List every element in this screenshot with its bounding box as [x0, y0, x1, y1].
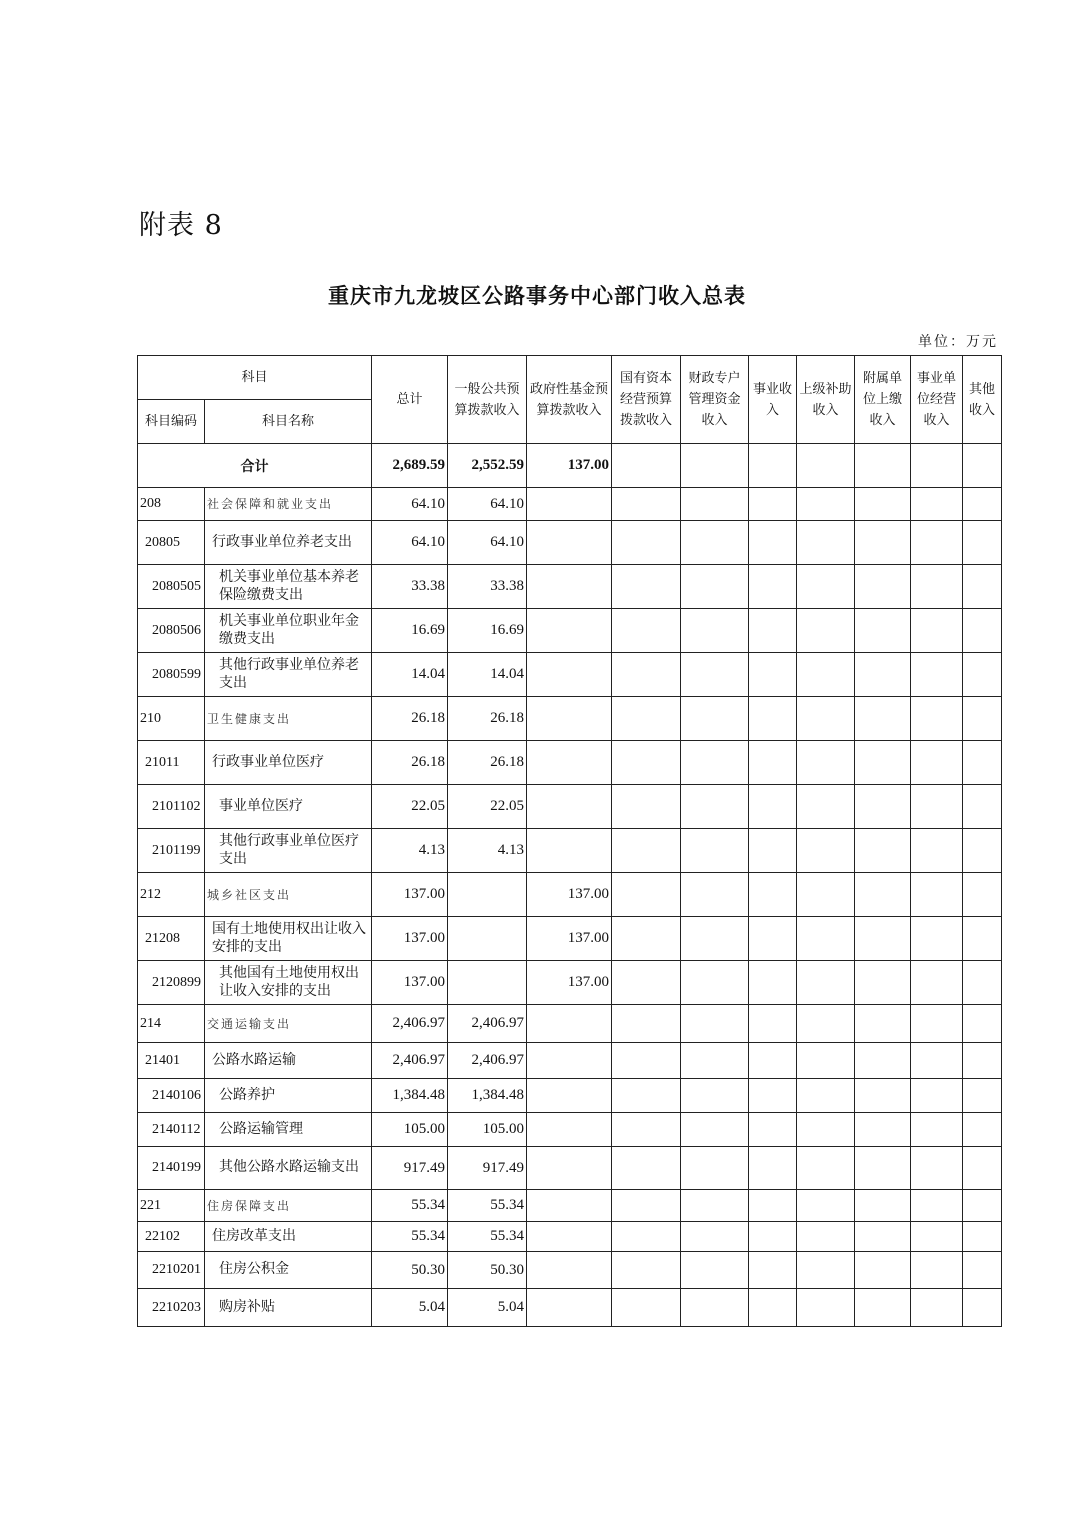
empty-cell: [911, 1079, 963, 1113]
empty-cell: [911, 697, 963, 741]
empty-cell: [855, 961, 911, 1005]
page-title: 重庆市九龙坡区公路事务中心部门收入总表: [328, 283, 746, 308]
cell-gov-fund: [527, 1289, 612, 1327]
cell-general: 1,384.48: [448, 1079, 527, 1113]
empty-cell: [749, 1222, 797, 1252]
subject-code: 2210203: [138, 1289, 205, 1327]
subject-code: 2210201: [138, 1252, 205, 1289]
subject-name: 机关事业单位职业年金缴费支出: [205, 609, 372, 653]
empty-cell: [963, 697, 1002, 741]
empty-cell: [963, 1147, 1002, 1190]
cell-gov-fund: [527, 565, 612, 609]
total-total: 2,689.59: [372, 444, 448, 488]
subject-name: 其他国有土地使用权出让收入安排的支出: [205, 961, 372, 1005]
total-label: 合计: [138, 444, 372, 488]
cell-general: 26.18: [448, 741, 527, 785]
subject-name: 公路运输管理: [205, 1113, 372, 1147]
empty-cell: [855, 609, 911, 653]
empty-cell: [963, 1252, 1002, 1289]
cell-general: 917.49: [448, 1147, 527, 1190]
empty-cell: [855, 785, 911, 829]
empty-cell: [963, 873, 1002, 917]
empty-cell: [911, 1252, 963, 1289]
cell-general: [448, 917, 527, 961]
subject-name: 社会保障和就业支出: [205, 488, 372, 521]
empty-cell: [963, 1043, 1002, 1079]
empty-cell: [963, 1289, 1002, 1327]
subject-code: 2120899: [138, 961, 205, 1005]
subject-name: 其他行政事业单位医疗支出: [205, 829, 372, 873]
empty-cell: [681, 1190, 749, 1222]
empty-cell: [612, 741, 681, 785]
empty-cell: [681, 873, 749, 917]
empty-cell: [681, 1252, 749, 1289]
cell-total: 14.04: [372, 653, 448, 697]
subject-code: 2140112: [138, 1113, 205, 1147]
cell-total: 2,406.97: [372, 1005, 448, 1043]
empty-cell: [963, 961, 1002, 1005]
cell-total: 22.05: [372, 785, 448, 829]
empty-cell: [797, 609, 855, 653]
subject-name: 住房改革支出: [205, 1222, 372, 1252]
empty-cell: [797, 961, 855, 1005]
subject-name: 公路水路运输: [205, 1043, 372, 1079]
empty-cell: [855, 1079, 911, 1113]
empty-cell: [963, 609, 1002, 653]
empty-cell: [963, 1113, 1002, 1147]
cell-general: 50.30: [448, 1252, 527, 1289]
subject-name: 行政事业单位养老支出: [205, 521, 372, 565]
cell-gov-fund: [527, 1252, 612, 1289]
cell-general: 55.34: [448, 1222, 527, 1252]
header-state-capital: 国有资本经营预算拨款收入: [612, 356, 681, 444]
empty-cell: [749, 653, 797, 697]
empty-cell: [612, 873, 681, 917]
subject-code: 2101102: [138, 785, 205, 829]
empty-cell: [911, 1113, 963, 1147]
cell-total: 105.00: [372, 1113, 448, 1147]
empty-cell: [911, 653, 963, 697]
subject-name: 事业单位医疗: [205, 785, 372, 829]
cell-gov-fund: [527, 697, 612, 741]
cell-gov-fund: [527, 1222, 612, 1252]
empty-cell: [963, 565, 1002, 609]
table-row: [138, 829, 1002, 873]
cell-gov-fund: [527, 785, 612, 829]
total-gov-fund: 137.00: [527, 444, 612, 488]
empty-cell: [963, 917, 1002, 961]
cell-gov-fund: [527, 488, 612, 521]
subject-name: 国有土地使用权出让收入安排的支出: [205, 917, 372, 961]
empty-cell: [612, 697, 681, 741]
cell-total: 917.49: [372, 1147, 448, 1190]
subject-name: 住房公积金: [205, 1252, 372, 1289]
empty-cell: [911, 565, 963, 609]
subject-name: 其他公路水路运输支出: [205, 1147, 372, 1190]
empty-cell: [681, 741, 749, 785]
cell-general: 105.00: [448, 1113, 527, 1147]
cell-general: [448, 873, 527, 917]
empty-cell: [797, 1222, 855, 1252]
empty-cell: [797, 521, 855, 565]
cell-total: 1,384.48: [372, 1079, 448, 1113]
cell-total: 137.00: [372, 873, 448, 917]
table-row: [138, 1147, 1002, 1190]
empty-cell: [612, 488, 681, 521]
empty-cell: [911, 1222, 963, 1252]
table-row: [138, 917, 1002, 961]
header-affiliated-income: 附属单位上缴收入: [855, 356, 911, 444]
empty-cell: [612, 917, 681, 961]
table-row: [138, 1222, 1002, 1252]
subject-name: 城乡社区支出: [205, 873, 372, 917]
cell-gov-fund: [527, 521, 612, 565]
empty-cell: [963, 521, 1002, 565]
empty-cell: [797, 653, 855, 697]
empty-cell: [749, 961, 797, 1005]
cell-gov-fund: 137.00: [527, 961, 612, 1005]
empty-cell: [855, 521, 911, 565]
empty-cell: [749, 1005, 797, 1043]
empty-cell: [963, 1005, 1002, 1043]
annex-label: 附表 8: [139, 210, 223, 241]
empty-cell: [612, 1190, 681, 1222]
empty-cell: [612, 1043, 681, 1079]
total-row: [138, 444, 1002, 488]
empty-cell: [749, 917, 797, 961]
cell-general: 14.04: [448, 653, 527, 697]
header-superior-subsidy: 上级补助收入: [797, 356, 855, 444]
empty-cell: [749, 1289, 797, 1327]
empty-cell: [797, 1190, 855, 1222]
empty-cell: [911, 961, 963, 1005]
total-general: 2,552.59: [448, 444, 527, 488]
empty-cell: [911, 1043, 963, 1079]
empty-cell: [681, 961, 749, 1005]
table-row: [138, 1289, 1002, 1327]
empty-cell: [797, 873, 855, 917]
subject-code: 2140106: [138, 1079, 205, 1113]
header-special-fund: 财政专户管理资金收入: [681, 356, 749, 444]
empty-cell: [911, 609, 963, 653]
empty-cell: [911, 1005, 963, 1043]
subject-name: 机关事业单位基本养老保险缴费支出: [205, 565, 372, 609]
subject-name: 其他行政事业单位养老支出: [205, 653, 372, 697]
empty-cell: [855, 917, 911, 961]
subject-code: 214: [138, 1005, 205, 1043]
table-row: [138, 785, 1002, 829]
empty-cell: [749, 741, 797, 785]
table-row: [138, 1079, 1002, 1113]
empty-cell: [855, 873, 911, 917]
cell-total: 137.00: [372, 961, 448, 1005]
empty-cell: [681, 653, 749, 697]
subject-code: 221: [138, 1190, 205, 1222]
table-row: [138, 741, 1002, 785]
cell-total: 26.18: [372, 697, 448, 741]
cell-general: 22.05: [448, 785, 527, 829]
empty-cell: [963, 1222, 1002, 1252]
empty-cell: [797, 1147, 855, 1190]
empty-cell: [911, 1147, 963, 1190]
empty-cell: [797, 1079, 855, 1113]
table-row: [138, 697, 1002, 741]
empty-cell: [911, 785, 963, 829]
table-row: [138, 1043, 1002, 1079]
cell-total: 5.04: [372, 1289, 448, 1327]
empty-cell: [681, 1289, 749, 1327]
empty-cell: [612, 521, 681, 565]
empty-cell: [681, 1043, 749, 1079]
subject-code: 22102: [138, 1222, 205, 1252]
empty-cell: [612, 785, 681, 829]
cell-gov-fund: [527, 1079, 612, 1113]
empty-cell: [749, 873, 797, 917]
cell-gov-fund: [527, 653, 612, 697]
empty-cell: [797, 917, 855, 961]
cell-total: 50.30: [372, 1252, 448, 1289]
empty-cell: [797, 1043, 855, 1079]
empty-cell: [855, 1147, 911, 1190]
empty-cell: [681, 917, 749, 961]
cell-total: 26.18: [372, 741, 448, 785]
empty-cell: [612, 1079, 681, 1113]
empty-cell: [612, 1289, 681, 1327]
empty-cell: [797, 1289, 855, 1327]
empty-cell: [855, 697, 911, 741]
subject-name: 交通运输支出: [205, 1005, 372, 1043]
cell-total: 2,406.97: [372, 1043, 448, 1079]
empty-cell: [963, 653, 1002, 697]
cell-general: 64.10: [448, 521, 527, 565]
header-subject-code: 科目编码: [138, 400, 205, 444]
empty-cell: [797, 1005, 855, 1043]
header-operating-income: 事业单位经营收入: [911, 356, 963, 444]
empty-cell: [963, 829, 1002, 873]
empty-cell: [681, 565, 749, 609]
table-row: [138, 1252, 1002, 1289]
empty-cell: [855, 488, 911, 521]
empty-cell: [797, 741, 855, 785]
cell-total: 64.10: [372, 488, 448, 521]
empty-cell: [963, 1079, 1002, 1113]
cell-total: 33.38: [372, 565, 448, 609]
empty-cell: [612, 1252, 681, 1289]
empty-cell: [681, 521, 749, 565]
cell-gov-fund: [527, 1005, 612, 1043]
empty-cell: [681, 488, 749, 521]
subject-code: 21011: [138, 741, 205, 785]
empty-cell: [749, 565, 797, 609]
subject-code: 208: [138, 488, 205, 521]
subject-code: 20805: [138, 521, 205, 565]
cell-total: 137.00: [372, 917, 448, 961]
empty-cell: [749, 609, 797, 653]
cell-gov-fund: [527, 609, 612, 653]
empty-cell: [612, 1005, 681, 1043]
empty-cell: [855, 1289, 911, 1327]
empty-cell: [681, 1113, 749, 1147]
cell-gov-fund: 137.00: [527, 873, 612, 917]
table-row: [138, 873, 1002, 917]
empty-cell: [612, 653, 681, 697]
empty-cell: [681, 1222, 749, 1252]
cell-total: 64.10: [372, 521, 448, 565]
cell-general: 55.34: [448, 1190, 527, 1222]
empty-cell: [855, 741, 911, 785]
empty-cell: [612, 961, 681, 1005]
cell-general: 5.04: [448, 1289, 527, 1327]
cell-gov-fund: [527, 741, 612, 785]
empty-cell: [797, 1252, 855, 1289]
cell-general: 26.18: [448, 697, 527, 741]
subject-name: 住房保障支出: [205, 1190, 372, 1222]
empty-cell: [681, 1005, 749, 1043]
unit-label: 单位：万元: [918, 334, 998, 350]
subject-code: 212: [138, 873, 205, 917]
empty-cell: [855, 653, 911, 697]
empty-cell: [797, 785, 855, 829]
empty-cell: [612, 1222, 681, 1252]
empty-cell: [911, 829, 963, 873]
cell-gov-fund: [527, 1190, 612, 1222]
table-row: [138, 1005, 1002, 1043]
table-row: [138, 565, 1002, 609]
income-table: [137, 355, 1002, 1327]
table-row: [138, 609, 1002, 653]
empty-cell: [797, 697, 855, 741]
cell-gov-fund: [527, 1043, 612, 1079]
header-total: 总计: [372, 356, 448, 444]
empty-cell: [749, 829, 797, 873]
empty-cell: [963, 741, 1002, 785]
cell-general: [448, 961, 527, 1005]
empty-cell: [855, 1043, 911, 1079]
empty-cell: [855, 1190, 911, 1222]
cell-general: 64.10: [448, 488, 527, 521]
empty-cell: [855, 1005, 911, 1043]
table-row: [138, 961, 1002, 1005]
empty-cell: [749, 1252, 797, 1289]
empty-cell: [749, 1079, 797, 1113]
cell-gov-fund: [527, 829, 612, 873]
empty-cell: [681, 1147, 749, 1190]
header-gov-fund: 政府性基金预算拨款收入: [527, 356, 612, 444]
empty-cell: [855, 1222, 911, 1252]
cell-total: 55.34: [372, 1190, 448, 1222]
cell-total: 55.34: [372, 1222, 448, 1252]
subject-code: 2101199: [138, 829, 205, 873]
empty-cell: [681, 785, 749, 829]
table-row: [138, 1113, 1002, 1147]
empty-cell: [749, 1190, 797, 1222]
empty-cell: [681, 697, 749, 741]
table-row: [138, 488, 1002, 521]
subject-name: 卫生健康支出: [205, 697, 372, 741]
subject-code: 2080506: [138, 609, 205, 653]
header-general-budget: 一般公共预算拨款收入: [448, 356, 527, 444]
subject-code: 21401: [138, 1043, 205, 1079]
empty-cell: [797, 488, 855, 521]
table-row: [138, 521, 1002, 565]
header-subject-name: 科目名称: [205, 400, 372, 444]
cell-gov-fund: [527, 1147, 612, 1190]
empty-cell: [963, 785, 1002, 829]
cell-gov-fund: 137.00: [527, 917, 612, 961]
empty-cell: [855, 1252, 911, 1289]
empty-cell: [797, 1113, 855, 1147]
empty-cell: [681, 829, 749, 873]
empty-cell: [612, 565, 681, 609]
empty-cell: [911, 488, 963, 521]
subject-code: 210: [138, 697, 205, 741]
empty-cell: [797, 565, 855, 609]
table-row: [138, 1190, 1002, 1222]
empty-cell: [749, 521, 797, 565]
empty-cell: [681, 609, 749, 653]
empty-cell: [911, 1289, 963, 1327]
subject-code: 2080599: [138, 653, 205, 697]
empty-cell: [612, 1147, 681, 1190]
subject-name: 行政事业单位医疗: [205, 741, 372, 785]
header-business-income: 事业收入: [749, 356, 797, 444]
cell-general: 16.69: [448, 609, 527, 653]
empty-cell: [855, 565, 911, 609]
subject-code: 2080505: [138, 565, 205, 609]
empty-cell: [612, 1113, 681, 1147]
empty-cell: [963, 1190, 1002, 1222]
subject-code: 2140199: [138, 1147, 205, 1190]
empty-cell: [749, 1113, 797, 1147]
empty-cell: [911, 741, 963, 785]
empty-cell: [855, 1113, 911, 1147]
header-subject: 科目: [138, 356, 372, 400]
cell-general: 33.38: [448, 565, 527, 609]
cell-total: 4.13: [372, 829, 448, 873]
subject-name: 购房补贴: [205, 1289, 372, 1327]
cell-gov-fund: [527, 1113, 612, 1147]
empty-cell: [855, 829, 911, 873]
subject-name: 公路养护: [205, 1079, 372, 1113]
empty-cell: [681, 1079, 749, 1113]
empty-cell: [749, 697, 797, 741]
empty-cell: [749, 785, 797, 829]
empty-cell: [911, 521, 963, 565]
empty-cell: [749, 488, 797, 521]
empty-cell: [797, 829, 855, 873]
cell-general: 2,406.97: [448, 1043, 527, 1079]
empty-cell: [963, 488, 1002, 521]
cell-general: 4.13: [448, 829, 527, 873]
empty-cell: [911, 917, 963, 961]
subject-code: 21208: [138, 917, 205, 961]
empty-cell: [612, 609, 681, 653]
empty-cell: [911, 1190, 963, 1222]
empty-cell: [749, 1147, 797, 1190]
empty-cell: [749, 1043, 797, 1079]
header-other-income: 其他收入: [963, 356, 1002, 444]
empty-cell: [612, 829, 681, 873]
cell-total: 16.69: [372, 609, 448, 653]
empty-cell: [911, 873, 963, 917]
cell-general: 2,406.97: [448, 1005, 527, 1043]
table-row: [138, 653, 1002, 697]
